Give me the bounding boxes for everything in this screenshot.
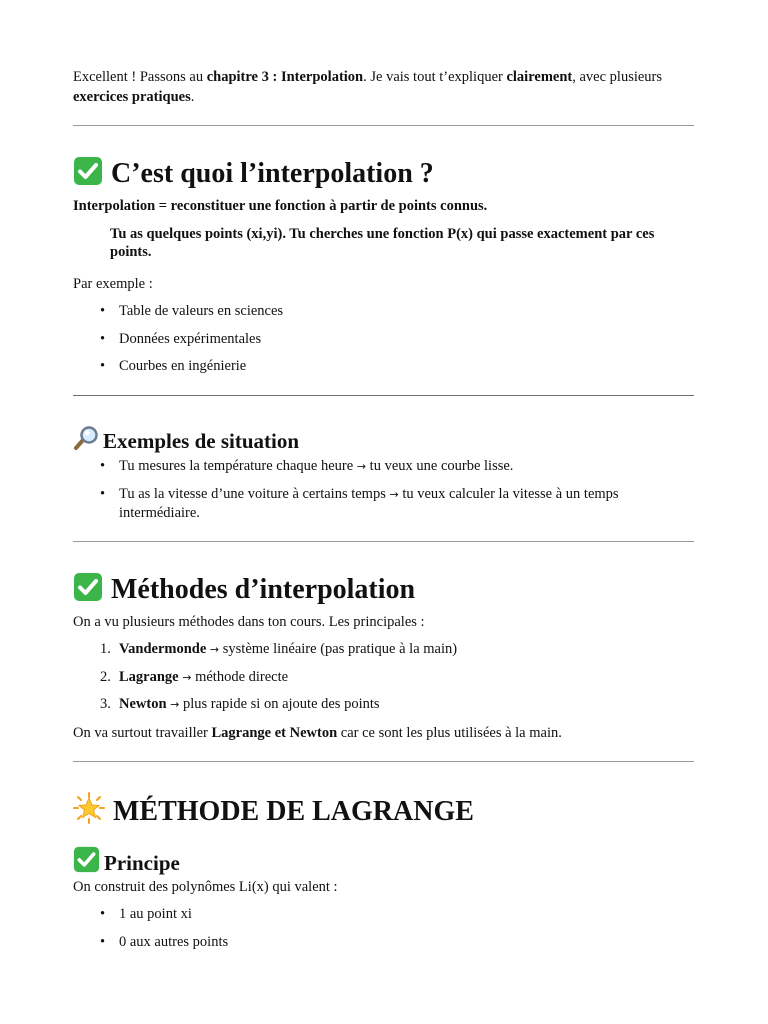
- list-item: 1. Vandermonde → système linéaire (pas pratique à la main): [100, 641, 458, 657]
- intro-paragraph: Excellent ! Passons au chapitre 3 : Interpolation. Je vais tout t’expliquer clairement, avec plusieurs exercices pratiques.: [73, 69, 663, 105]
- section-title-lagrange: MÉTHODE DE LAGRANGE: [73, 792, 474, 833]
- section-title-methods: Méthodes d’interpolation: [73, 572, 415, 611]
- star-icon: [73, 792, 105, 833]
- interpolation-definition: Interpolation = reconstituer une fonction à partir de points connus.: [73, 198, 488, 214]
- list-item: • Table de valeurs en sciences: [73, 302, 695, 321]
- divider: [73, 541, 694, 542]
- subsection-title-principe: Principe: [73, 846, 180, 879]
- principe-text: On construit des polynômes Li(x) qui valent :: [73, 879, 338, 895]
- section-title-interpolation: C’est quoi l’interpolation ?: [73, 156, 434, 195]
- check-mark-icon: [73, 156, 103, 195]
- list-item: • 0 aux autres points: [73, 933, 695, 952]
- magnifying-glass-icon: [73, 425, 99, 457]
- blockquote: Tu as quelques points (xi,yi). Tu cherches une fonction P(x) qui passe exactement par ces points.: [110, 226, 655, 260]
- list-item: 2. Lagrange → méthode directe: [100, 668, 289, 685]
- situations-list: [73, 457, 695, 531]
- methods-list: [73, 640, 695, 723]
- divider: [73, 125, 694, 126]
- check-mark-icon: [73, 572, 103, 611]
- example-label: Par exemple :: [73, 276, 153, 292]
- examples-list: [73, 302, 695, 385]
- section-title-situations: Exemples de situation: [73, 425, 299, 457]
- list-item: • Tu mesures la température chaque heure → tu veux une courbe lisse.: [73, 457, 695, 476]
- divider: [73, 761, 694, 762]
- methods-outro: On va surtout travailler Lagrange et Newton car ce sont les plus utilisées à la main.: [73, 725, 562, 741]
- list-item: 3. Newton → plus rapide si on ajoute des points: [100, 696, 380, 712]
- methods-intro: On a vu plusieurs méthodes dans ton cours. Les principales :: [73, 614, 425, 630]
- list-item: • 1 au point xi: [73, 905, 695, 924]
- list-item: • Courbes en ingénierie: [73, 357, 695, 376]
- principe-list: [73, 905, 695, 960]
- list-item: • Données expérimentales: [73, 330, 695, 349]
- check-mark-icon: [73, 846, 100, 879]
- list-item: • Tu as la vitesse d’une voiture à certains temps → tu veux calculer la vitesse à un temps intermédiaire.: [73, 485, 695, 523]
- divider: [73, 395, 694, 396]
